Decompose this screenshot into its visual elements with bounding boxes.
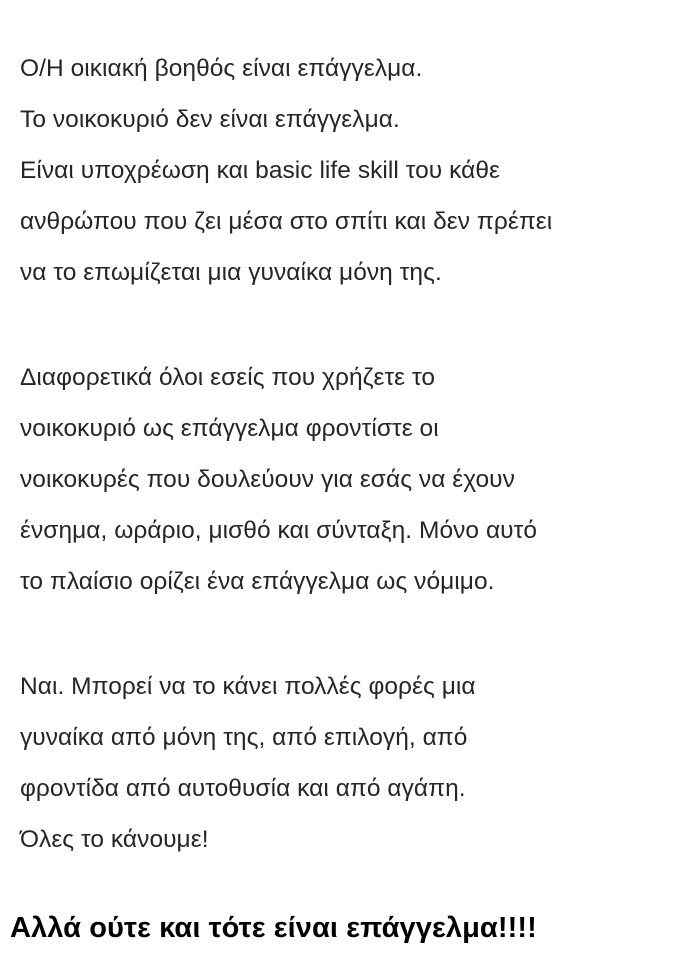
paragraph-2-line-5: το πλαίσιο ορίζει ένα επάγγελμα ως νόμιμο.	[20, 568, 495, 595]
paragraph-3-line-3: φροντίδα από αυτοθυσία και από αγάπη.	[20, 775, 466, 802]
paragraph-3-line-1: Ναι. Μπορεί να το κάνει πολλές φορές μια	[20, 673, 476, 700]
paragraph-3-line-2: γυναίκα από μόνη της, από επιλογή, από	[20, 724, 468, 751]
closing-statement: Αλλά ούτε και τότε είναι επάγγελμα!!!!	[10, 912, 537, 944]
paragraph-2-line-3: νοικοκυρές που δουλεύουν για εσάς να έχουν	[20, 466, 515, 493]
paragraph-spacer	[20, 298, 700, 352]
paragraph-1	[20, 43, 700, 298]
paragraph-spacer	[20, 607, 700, 661]
paragraph-1-line-3: Είναι υποχρέωση και basic life skill του κάθε	[20, 157, 500, 184]
paragraph-2-line-2: νοικοκυριό ως επάγγελμα φροντίστε οι	[20, 415, 439, 442]
paragraph-2	[20, 352, 700, 607]
paragraph-2-line-1: Διαφορετικά όλοι εσείς που χρήζετε το	[20, 364, 436, 391]
paragraph-1-line-4: ανθρώπου που ζει μέσα στο σπίτι και δεν πρέπει	[20, 208, 553, 235]
paragraph-3	[20, 661, 700, 865]
paragraph-3-line-4: Όλες το κάνουμε!	[20, 826, 209, 853]
paragraph-1-line-5: να το επωμίζεται μια γυναίκα μόνη της.	[20, 259, 442, 286]
paragraph-2-line-4: ένσημα, ωράριο, μισθό και σύνταξη. Μόνο αυτό	[20, 517, 538, 544]
paragraph-1-line-1: Ο/Η οικιακή βοηθός είναι επάγγελμα.	[20, 55, 423, 82]
paragraph-1-line-2: Το νοικοκυριό δεν είναι επάγγελμα.	[20, 106, 400, 133]
